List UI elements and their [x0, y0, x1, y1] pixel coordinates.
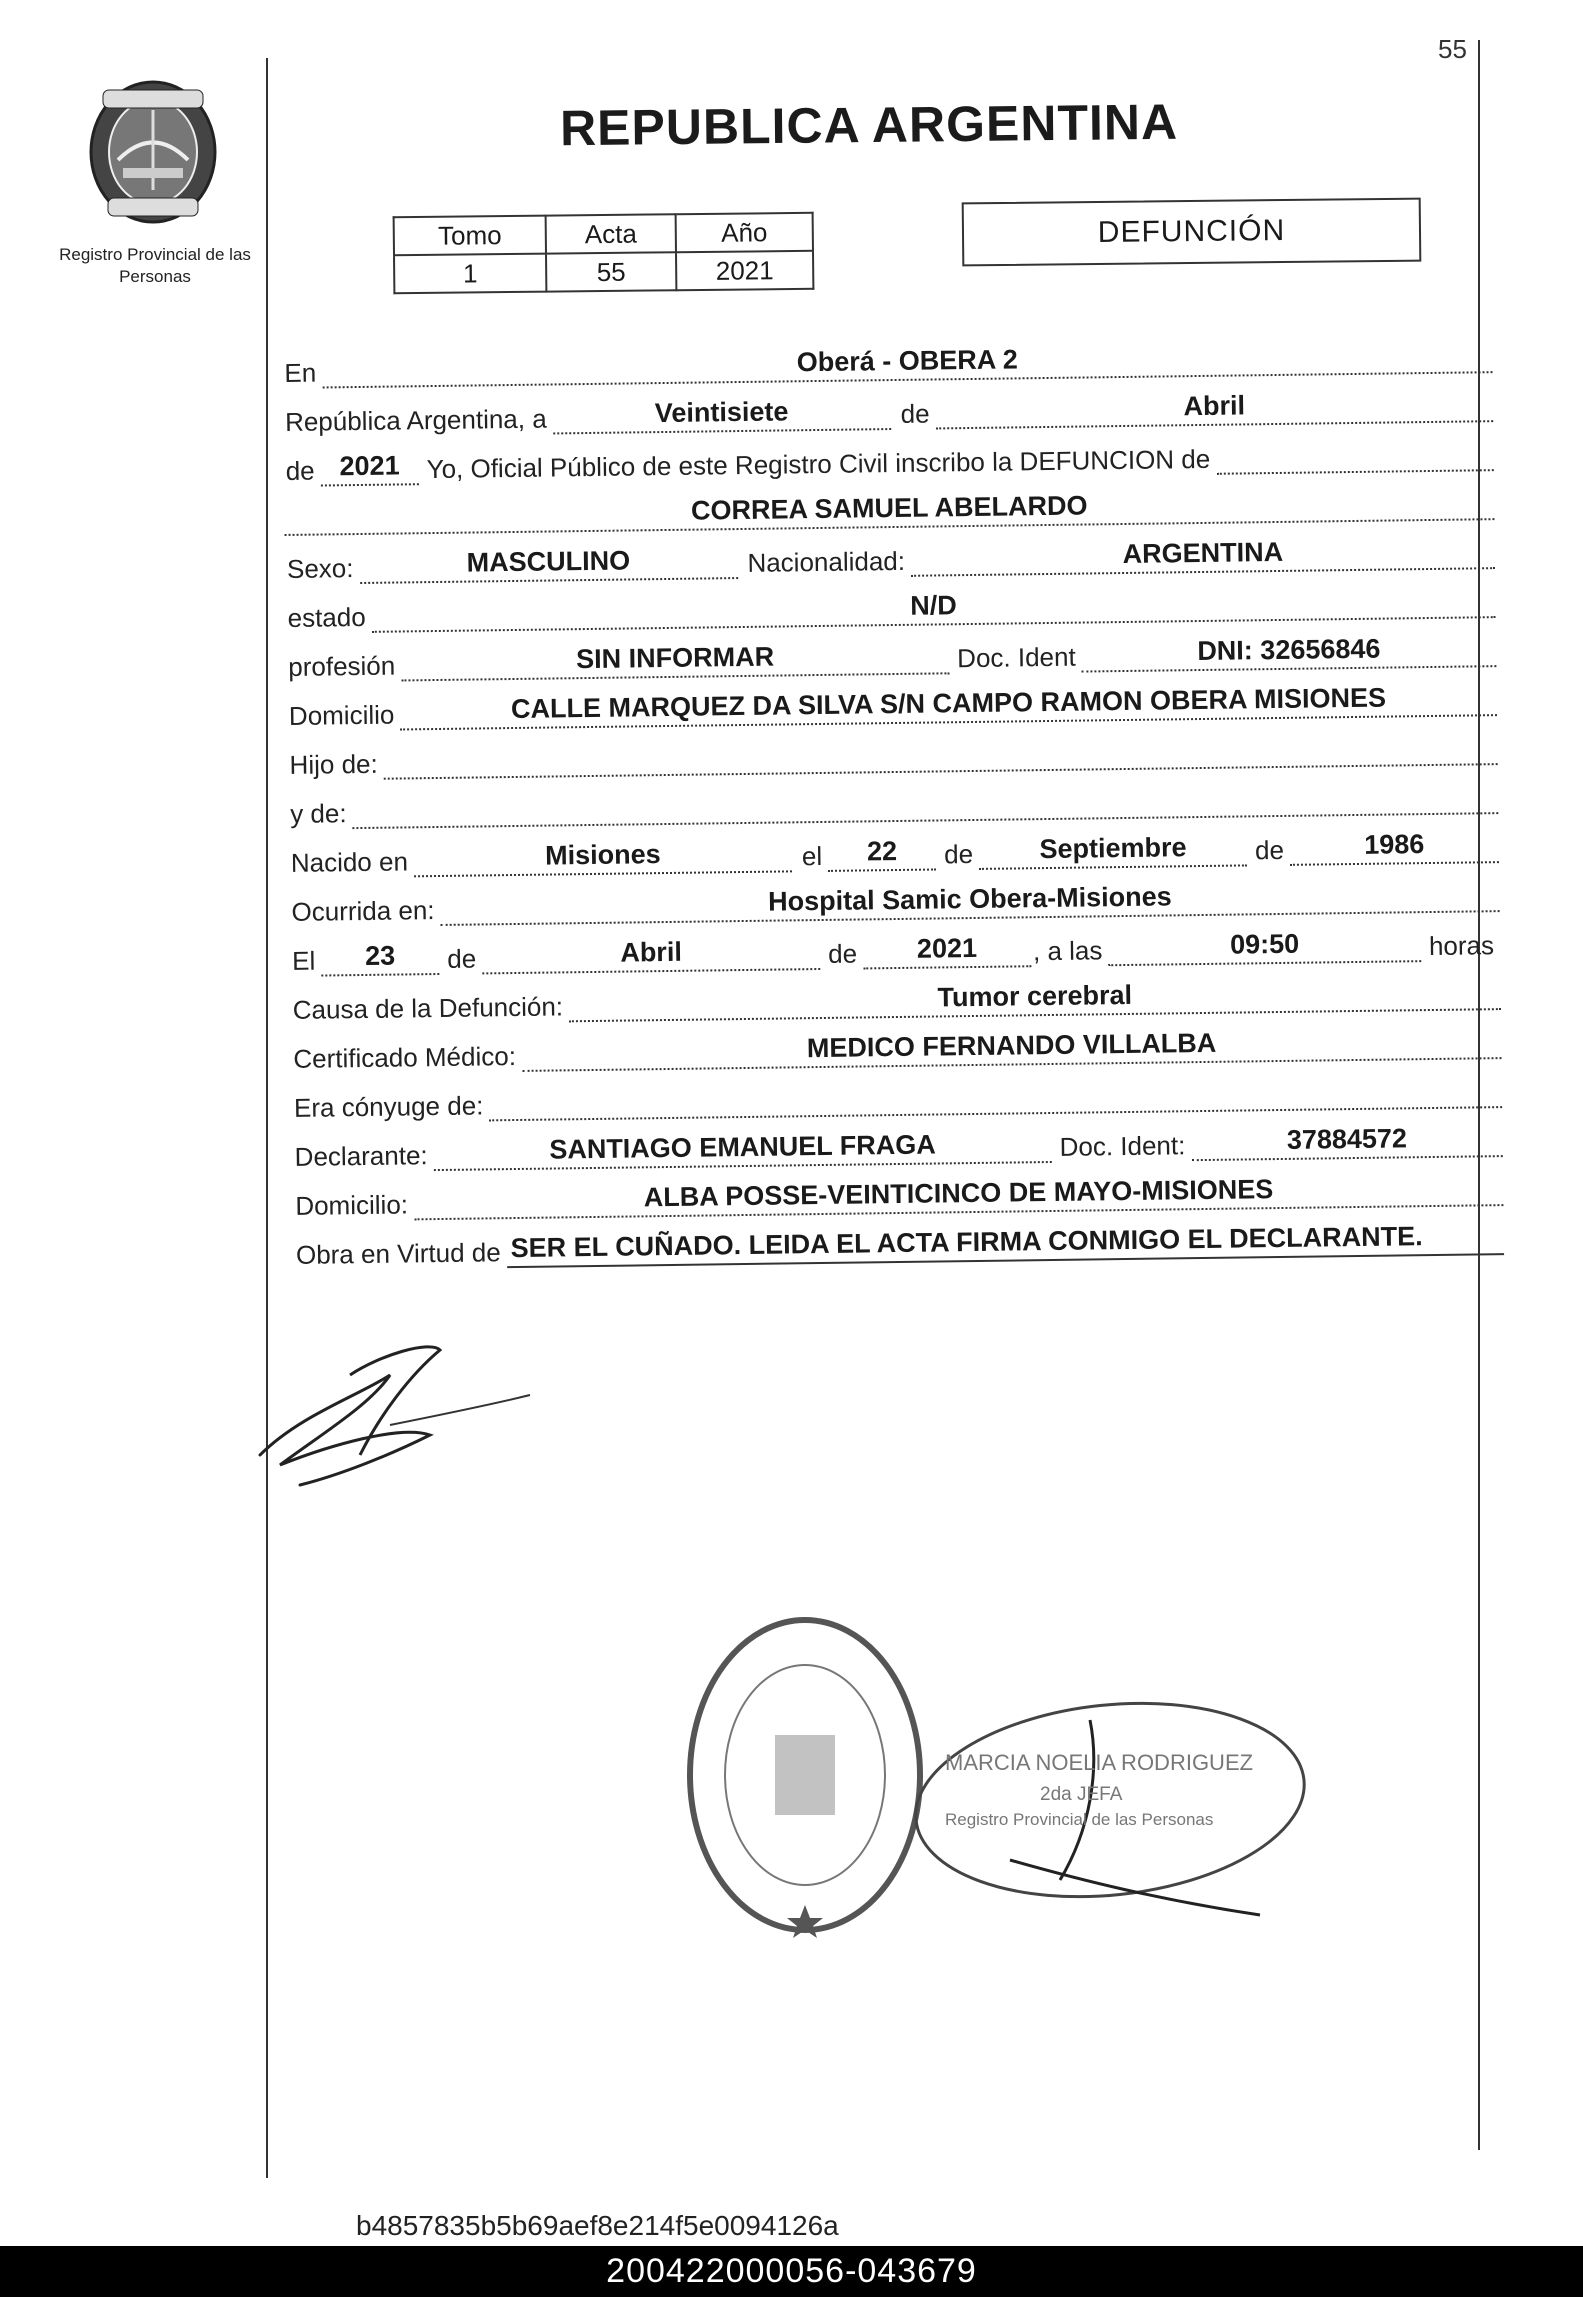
sexo-label: Sexo: [286, 553, 354, 584]
certificado-value: MEDICO FERNANDO VILLALBA [522, 1021, 1502, 1072]
obra-en-virtud-label: Obra en Virtud de [295, 1237, 501, 1270]
defuncion-year: 2021 [863, 929, 1031, 969]
tomo-header: Tomo [394, 216, 546, 256]
nacido-place: Misiones [414, 834, 792, 877]
logo-caption: Registro Provincial de las Personas [59, 245, 251, 286]
inscribo-text: Yo, Oficial Público de este Registro Civil inscribo la DEFUNCION de [426, 443, 1211, 485]
inscripcion-day: Veintisiete [552, 392, 890, 434]
estado-label: estado [287, 601, 366, 633]
act-type-box: DEFUNCIÓN [962, 198, 1422, 267]
certificado-label: Certificado Médico: [293, 1041, 517, 1074]
acta-header: Acta [546, 214, 676, 253]
declarante-value: SANTIAGO EMANUEL FRAGA [433, 1125, 1051, 1171]
barcode-number: 200422000056-043679 [0, 2246, 1583, 2297]
nacido-de1: de [943, 838, 974, 870]
nacionalidad-label: Nacionalidad: [747, 545, 906, 578]
domicilio-value: CALLE MARQUEZ DA SILVA S/N CAMPO RAMON OBERA MISIONES [400, 678, 1497, 730]
deceased-name: CORREA SAMUEL ABELARDO [284, 482, 1494, 536]
conyuge-label: Era cónyuge de: [293, 1090, 484, 1123]
inscripcion-de1: de [900, 398, 930, 429]
nacido-el: el [801, 840, 823, 872]
defuncion-de1: de [447, 943, 477, 974]
inscripcion-de2: de [285, 455, 315, 486]
tomo-value: 1 [394, 254, 546, 294]
death-record-form [282, 324, 1504, 1271]
stamp-office: Registro Provincial de las Personas [945, 1810, 1214, 1829]
inscribo-trailing-line [1216, 433, 1494, 475]
anio-header: Año [676, 213, 813, 252]
act-reference-table [393, 212, 815, 294]
stamp-name: MARCIA NOELIA RODRIGUEZ [945, 1750, 1254, 1775]
profesion-value: SIN INFORMAR [401, 636, 949, 681]
nacionalidad-value: ARGENTINA [911, 531, 1495, 577]
defuncion-time: 09:50 [1108, 924, 1421, 966]
defuncion-a-las: , a las [1032, 935, 1103, 967]
causa-value: Tumor cerebral [569, 972, 1501, 1022]
ocurrida-value: Hospital Samic Obera-Misiones [440, 874, 1499, 926]
republica-label: República Argentina, a [284, 403, 547, 437]
anio-value: 2021 [676, 251, 813, 290]
estado-value: N/D [371, 580, 1495, 633]
en-value: Oberá - OBERA 2 [322, 335, 1493, 388]
declarante-doc-value: 37884572 [1191, 1119, 1503, 1161]
defuncion-de2: de [827, 938, 858, 969]
declarant-signature [240, 1335, 540, 1505]
nacido-day: 22 [828, 832, 936, 871]
stamp-role: 2da JEFA [1040, 1784, 1123, 1805]
acta-value: 55 [546, 252, 676, 291]
declarante-domicilio-label: Domicilio: [295, 1189, 409, 1221]
inscripcion-year: 2021 [320, 447, 418, 486]
document-title: REPUBLICA ARGENTINA [559, 93, 1179, 157]
doc-ident-value: DNI: 32656846 [1081, 629, 1496, 672]
sexo-value: MASCULINO [359, 541, 737, 584]
nacido-year: 1986 [1290, 825, 1499, 866]
left-margin-line [266, 58, 268, 2178]
nacido-label: Nacido en [290, 846, 409, 878]
nacido-month: Septiembre [979, 828, 1247, 870]
defuncion-month: Abril [482, 932, 820, 974]
doc-ident-label: Doc. Ident [956, 641, 1076, 674]
declarante-label: Declarante: [294, 1140, 428, 1172]
province-logo [78, 70, 228, 230]
declarante-domicilio-value: ALBA POSSE-VEINTICINCO DE MAYO-MISIONES [414, 1168, 1504, 1220]
obra-en-virtud-value: SER EL CUÑADO. LEIDA EL ACTA FIRMA CONMIGO EL DECLARANTE. [506, 1217, 1504, 1268]
causa-label: Causa de la Defunción: [292, 991, 564, 1025]
defuncion-horas: horas [1428, 930, 1495, 962]
defuncion-day: 23 [321, 937, 439, 977]
inscripcion-month: Abril [935, 384, 1493, 429]
official-seal [680, 1610, 1320, 1940]
declarante-doc-label: Doc. Ident: [1059, 1130, 1186, 1162]
y-de-label: y de: [290, 798, 347, 829]
document-hash: b4857835b5b69aef8e214f5e0094126a [356, 2210, 839, 2241]
domicilio-label: Domicilio [288, 699, 395, 731]
page-number: 55 [1438, 34, 1467, 64]
ocurrida-label: Ocurrida en: [291, 895, 435, 927]
profesion-label: profesión [288, 650, 396, 682]
en-label: En [284, 357, 317, 388]
hijo-de-label: Hijo de: [289, 748, 378, 780]
nacido-de2: de [1254, 834, 1285, 866]
defuncion-el: El [291, 945, 316, 976]
